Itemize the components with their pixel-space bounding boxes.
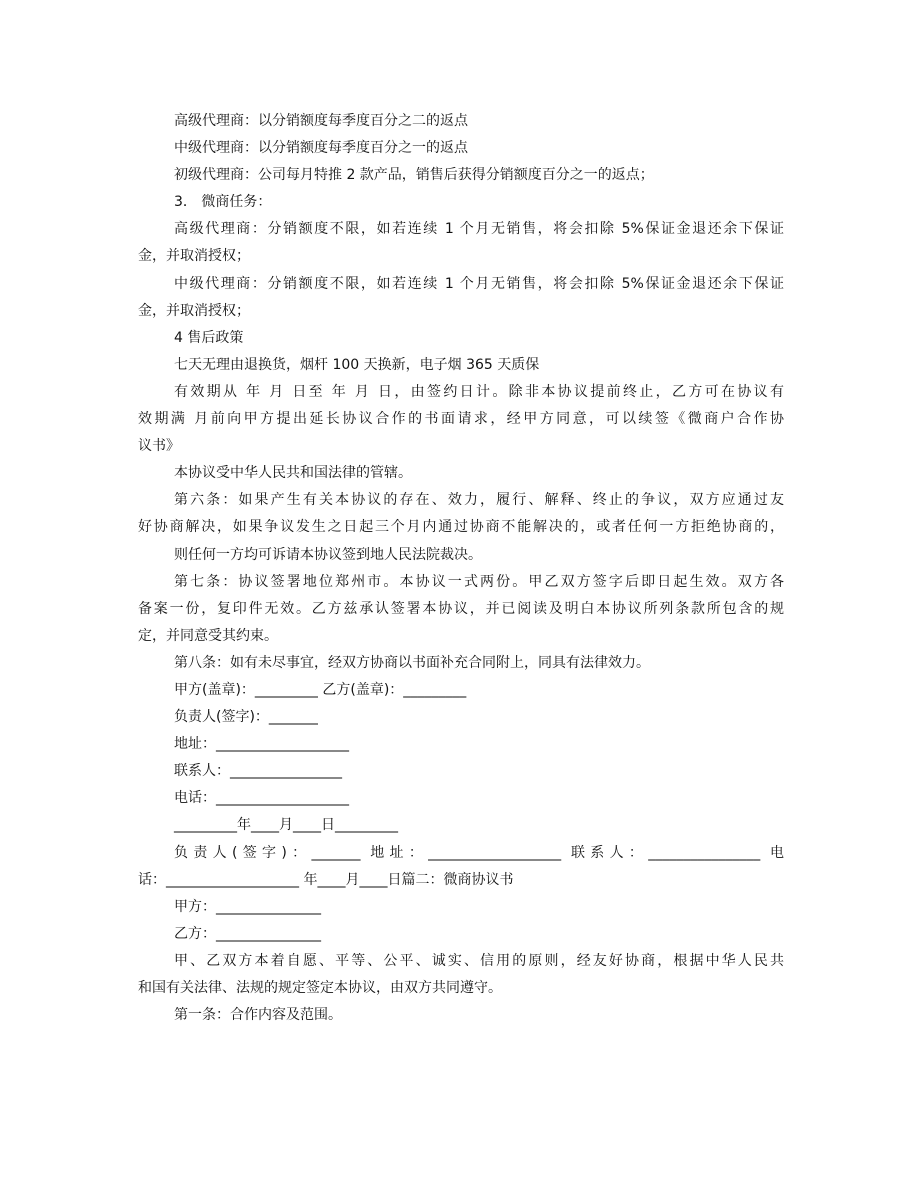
text-line: 地址：___________________ (174, 736, 349, 753)
text-line: 初级代理商：公司每月特推 2 款产品，销售后获得分销额度百分之一的返点； (174, 167, 654, 184)
text-line: 效期满 月前向甲方提出延长协议合作的书面请求，经甲方同意，可以续签《微商户合作协 (138, 411, 784, 428)
text-line: 4 售后政策 (174, 329, 244, 346)
text-line: 有效期从 年 月 日至 年 月 日，由签约日计。除非本协议提前终止，乙方可在协议有 (174, 383, 784, 400)
document-body (138, 108, 784, 1029)
text-line: 和国有关法律、法规的规定签定本协议，由双方共同遵守。 (138, 980, 502, 996)
text-line: 本协议受中华人民共和国法律的管辖。 (174, 465, 412, 482)
text-line: 电话：___________________ (174, 790, 349, 807)
text-line: 中级代理商：分销额度不限，如若连续 1 个月无销售，将会扣除 5%保证金退还余下保证 (174, 275, 784, 292)
text-line: _________年____月____日_________ (174, 817, 398, 834)
text-line: 第一条：合作内容及范围。 (174, 1007, 342, 1024)
text-line: 第七条：协议签署地位郑州市。本协议一式两份。甲乙双方签字后即日起生效。双方各 (174, 573, 784, 590)
text-line: 话：___________________ 年____月____日篇二：微商协议书 (138, 871, 514, 888)
text-line: 好协商解决，如果争议发生之日起三个月内通过协商不能解决的，或者任何一方拒绝协商的， (138, 519, 784, 536)
text-line: 第六条：如果产生有关本协议的存在、效力，履行、解释、终止的争议，双方应通过友 (174, 492, 784, 509)
text-line: 则任何一方均可诉请本协议签到地人民法院裁决。 (174, 546, 482, 563)
text-line: 七天无理由退换货，烟杆 100 天换新，电子烟 365 天质保 (174, 356, 540, 373)
text-line: 甲方(盖章)：_________ 乙方(盖章)：_________ (174, 681, 467, 698)
text-line: 负责人(签字)：_______ 地址：___________________ 联系人：________________ 电 (174, 844, 784, 861)
text-line: 高级代理商：分销额度不限，如若连续 1 个月无销售，将会扣除 5%保证金退还余下保证 (174, 221, 784, 238)
text-line: 金，并取消授权； (138, 302, 250, 319)
text-line: 第八条：如有未尽事宜，经双方协商以书面补充合同附上，同具有法律效力。 (174, 654, 650, 671)
text-line: 金，并取消授权； (138, 248, 250, 265)
text-line: 定，并同意受其约束。 (138, 627, 278, 644)
text-line: 甲、乙双方本着自愿、平等、公平、诚实、信用的原则，经友好协商，根据中华人民共 (174, 952, 784, 969)
text-line: 高级代理商：以分销额度每季度百分之二的返点 (174, 113, 468, 129)
text-line: 备案一份，复印件无效。乙方兹承认签署本协议，并已阅读及明白本协议所列条款所包含的规 (138, 600, 784, 617)
text-line: 议书》 (138, 438, 180, 455)
text-line: 联系人：________________ (174, 763, 342, 780)
text-line: 甲方：_______________ (174, 898, 321, 915)
text-line: 负责人(签字)：_______ (174, 709, 318, 726)
text-line: 中级代理商：以分销额度每季度百分之一的返点 (174, 140, 468, 157)
text-line: 3． 微商任务： (174, 194, 272, 211)
text-line: 乙方：_______________ (174, 925, 321, 942)
